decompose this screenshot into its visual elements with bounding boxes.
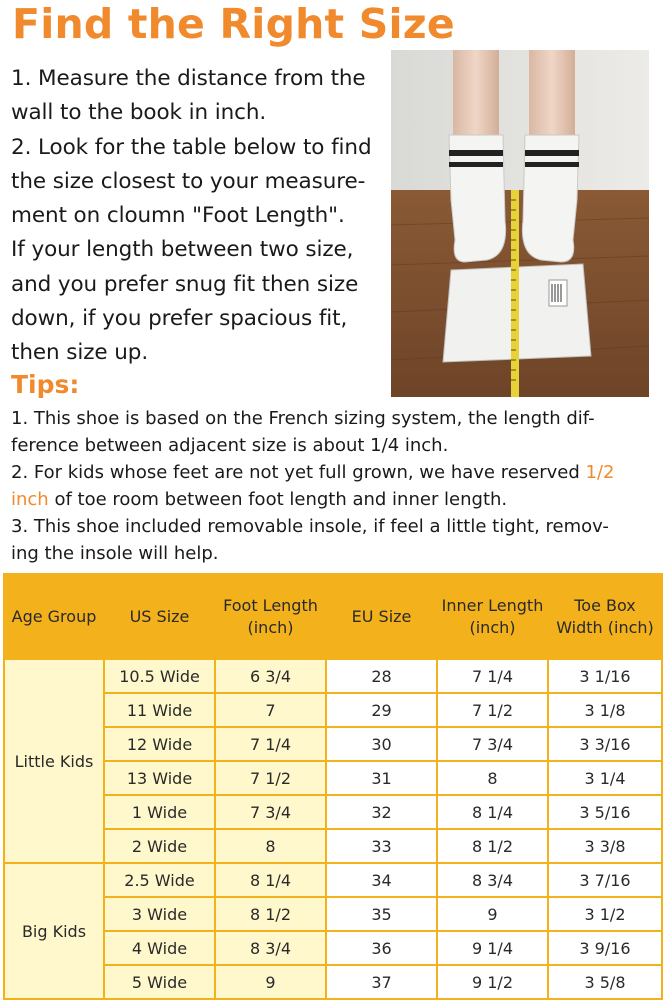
toe-box-cell: 3 3/16: [548, 727, 662, 761]
inner-length-cell: 8 1/2: [437, 829, 548, 863]
instruction-line: If your length between two size,: [11, 237, 354, 263]
header-foot-length: Foot Length (inch): [215, 574, 326, 659]
toe-box-cell: 3 9/16: [548, 931, 662, 965]
instruction-line: wall to the book in inch.: [11, 100, 267, 126]
measurement-instructions: [11, 62, 383, 371]
inner-length-cell: 9 1/2: [437, 965, 548, 999]
age-group-big-kids: Big Kids: [4, 863, 104, 999]
table-header-row: [4, 574, 662, 659]
inner-length-cell: 7 1/4: [437, 659, 548, 693]
eu-size-cell: 36: [326, 931, 437, 965]
foot-length-cell: 8 3/4: [215, 931, 326, 965]
us-size-cell: 2 Wide: [104, 829, 215, 863]
size-chart-table: [3, 573, 663, 1000]
instruction-line: down, if you prefer spacious fit,: [11, 306, 348, 332]
us-size-cell: 1 Wide: [104, 795, 215, 829]
us-size-cell: 5 Wide: [104, 965, 215, 999]
tip-highlight: 1/2: [585, 462, 615, 483]
eu-size-cell: 37: [326, 965, 437, 999]
foot-length-cell: 8 1/4: [215, 863, 326, 897]
instruction-line: ment on cloumn "Foot Length".: [11, 203, 345, 229]
table-row: [4, 863, 662, 897]
header-age-group: Age Group: [4, 574, 104, 659]
eu-size-cell: 29: [326, 693, 437, 727]
tip-line: [11, 486, 661, 513]
inner-length-cell: 8: [437, 761, 548, 795]
instruction-line: 1. Measure the distance from the: [11, 66, 366, 91]
eu-size-cell: 31: [326, 761, 437, 795]
eu-size-cell: 35: [326, 897, 437, 931]
foot-length-cell: 9: [215, 965, 326, 999]
eu-size-cell: 30: [326, 727, 437, 761]
header-eu-size: EU Size: [326, 574, 437, 659]
tip-line: [11, 459, 661, 486]
eu-size-cell: 34: [326, 863, 437, 897]
header-toe-box-width: Toe Box Width (inch): [548, 574, 662, 659]
inner-length-cell: 9: [437, 897, 548, 931]
foot-length-cell: 8 1/2: [215, 897, 326, 931]
us-size-cell: 3 Wide: [104, 897, 215, 931]
us-size-cell: 11 Wide: [104, 693, 215, 727]
foot-length-cell: 7: [215, 693, 326, 727]
us-size-cell: 13 Wide: [104, 761, 215, 795]
feet-on-book-measuring-photo: [391, 50, 649, 397]
foot-length-cell: 7 1/2: [215, 761, 326, 795]
toe-box-cell: 3 1/8: [548, 693, 662, 727]
inner-length-cell: 7 1/2: [437, 693, 548, 727]
tip-text: 2. For kids whose feet are not yet full grown, we have reserved: [11, 462, 586, 483]
toe-box-cell: 3 5/16: [548, 795, 662, 829]
instruction-line: then size up.: [11, 340, 149, 366]
toe-box-cell: 3 1/4: [548, 761, 662, 795]
toe-box-cell: 3 1/2: [548, 897, 662, 931]
toe-box-cell: 3 1/16: [548, 659, 662, 693]
tip-line: ference between adjacent size is about 1/4 inch.: [11, 435, 449, 456]
inner-length-cell: 8 1/4: [437, 795, 548, 829]
toe-box-cell: 3 3/8: [548, 829, 662, 863]
us-size-cell: 2.5 Wide: [104, 863, 215, 897]
eu-size-cell: 32: [326, 795, 437, 829]
age-group-little-kids: Little Kids: [4, 659, 104, 863]
foot-length-cell: 7 1/4: [215, 727, 326, 761]
foot-length-cell: 8: [215, 829, 326, 863]
toe-box-cell: 3 7/16: [548, 863, 662, 897]
tip-line: ing the insole will help.: [11, 543, 219, 564]
table-row: [4, 659, 662, 693]
tip-text: of toe room between foot length and inner length.: [48, 489, 508, 510]
us-size-cell: 12 Wide: [104, 727, 215, 761]
header-us-size: US Size: [104, 574, 215, 659]
header-inner-length: Inner Length (inch): [437, 574, 548, 659]
instruction-line: 2. Look for the table below to find: [11, 134, 372, 160]
inner-length-cell: 9 1/4: [437, 931, 548, 965]
tip-line: 1. This shoe is based on the French sizing system, the length dif-: [11, 408, 595, 429]
inner-length-cell: 7 3/4: [437, 727, 548, 761]
us-size-cell: 10.5 Wide: [104, 659, 215, 693]
tip-highlight: inch: [11, 489, 49, 510]
inner-length-cell: 8 3/4: [437, 863, 548, 897]
tips-heading: Tips:: [11, 370, 80, 399]
eu-size-cell: 33: [326, 829, 437, 863]
instruction-line: and you prefer snug fit then size: [11, 271, 359, 297]
tip-line: 3. This shoe included removable insole, if feel a little tight, remov-: [11, 516, 609, 537]
us-size-cell: 4 Wide: [104, 931, 215, 965]
eu-size-cell: 28: [326, 659, 437, 693]
instruction-line: the size closest to your measure-: [11, 168, 366, 194]
page-title: Find the Right Size: [12, 0, 455, 48]
tips-list: [11, 405, 661, 567]
toe-box-cell: 3 5/8: [548, 965, 662, 999]
foot-length-cell: 6 3/4: [215, 659, 326, 693]
foot-length-cell: 7 3/4: [215, 795, 326, 829]
